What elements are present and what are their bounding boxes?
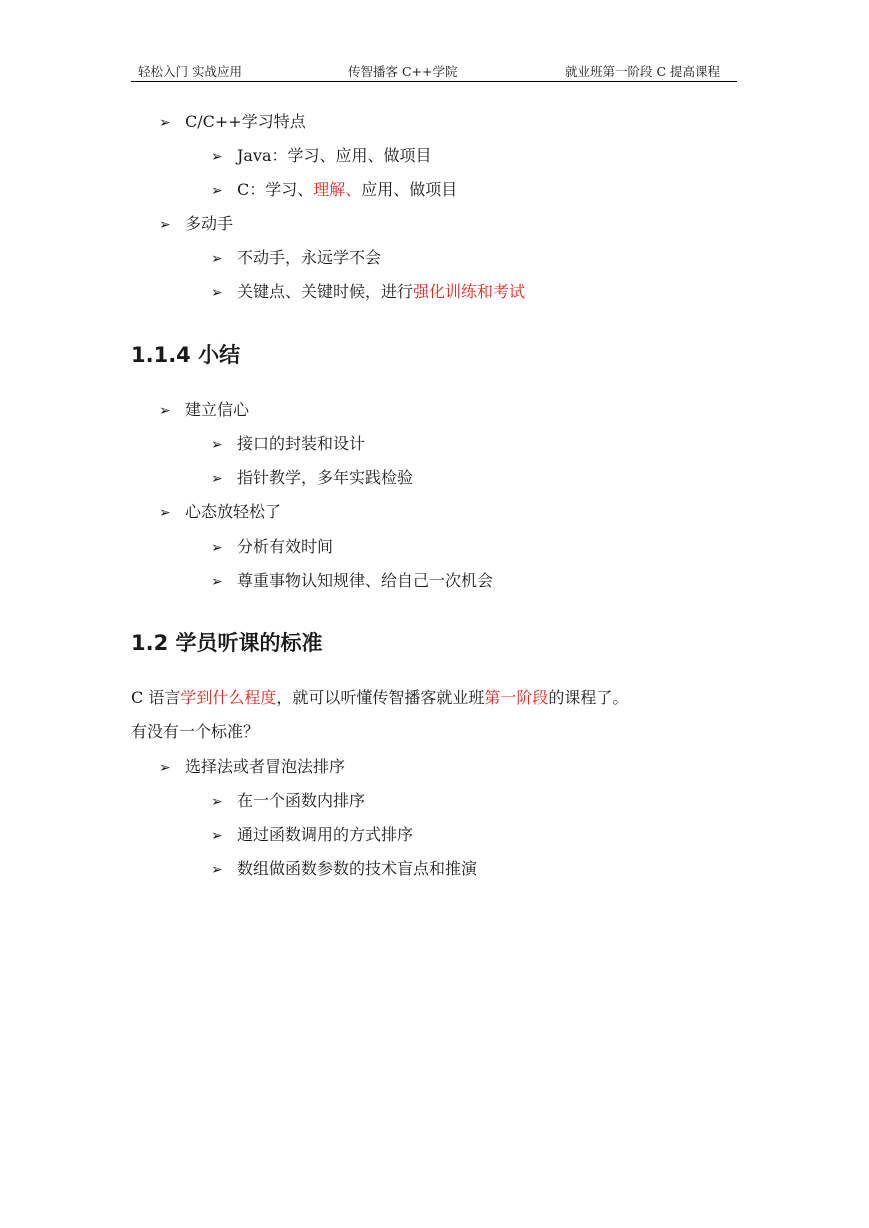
list-item: ➢ 在一个函数内排序 xyxy=(211,791,366,810)
list-item: ➢ 数组做函数参数的技术盲点和推演 xyxy=(211,859,478,878)
list-item: ➢ 分析有效时间 xyxy=(211,537,334,556)
header-right-text: 就业班第一阶段 C 提高课程 xyxy=(564,64,720,79)
arrow-bullet-icon: ➢ xyxy=(211,149,223,165)
arrow-bullet-icon: ➢ xyxy=(211,183,223,199)
arrow-bullet-icon: ➢ xyxy=(159,403,171,419)
list-item: ➢ C：学习、理解、应用、做项目 xyxy=(211,180,458,199)
list-item: ➢ 尊重事物认知规律、给自己一次机会 xyxy=(211,571,494,590)
list-item: ➢ 关键点、关键时候，进行强化训练和考试 xyxy=(211,282,526,301)
section-heading-1-2: 1.2 学员听课的标准 xyxy=(131,631,323,655)
header-left-text: 轻松入门 实战应用 xyxy=(138,64,242,79)
list-item: ➢ Java：学习、应用、做项目 xyxy=(211,146,432,165)
header-center-text: 传智播客 C++学院 xyxy=(348,64,458,79)
arrow-bullet-icon: ➢ xyxy=(159,760,171,776)
arrow-bullet-icon: ➢ xyxy=(211,471,223,487)
list-item: ➢ 指针教学，多年实践检验 xyxy=(211,468,414,487)
list-item: ➢ 不动手，永远学不会 xyxy=(211,248,382,267)
arrow-bullet-icon: ➢ xyxy=(159,505,171,521)
arrow-bullet-icon: ➢ xyxy=(211,794,223,810)
arrow-bullet-icon: ➢ xyxy=(211,437,223,453)
section-heading-1-1-4: 1.1.4 小结 xyxy=(131,343,241,367)
page-header xyxy=(131,60,737,82)
arrow-bullet-icon: ➢ xyxy=(159,115,171,131)
highlight-text: 第一阶段 xyxy=(484,688,549,707)
arrow-bullet-icon: ➢ xyxy=(211,285,223,301)
arrow-bullet-icon: ➢ xyxy=(159,217,171,233)
arrow-bullet-icon: ➢ xyxy=(211,862,223,878)
arrow-bullet-icon: ➢ xyxy=(211,251,223,267)
list-item: ➢ 接口的封装和设计 xyxy=(211,434,366,453)
list-item: ➢ 建立信心 xyxy=(159,400,250,419)
arrow-bullet-icon: ➢ xyxy=(211,828,223,844)
highlight-text: 学到什么程度 xyxy=(180,688,277,707)
list-item: ➢ 通过函数调用的方式排序 xyxy=(211,825,414,844)
arrow-bullet-icon: ➢ xyxy=(211,540,223,556)
list-item: ➢ C/C++学习特点 xyxy=(159,112,306,131)
paragraph: C 语言学到什么程度，就可以听懂传智播客就业班第一阶段的课程了。 xyxy=(131,688,629,707)
list-item: ➢ 心态放轻松了 xyxy=(159,502,282,521)
highlight-text: 强化训练和考试 xyxy=(413,282,526,301)
list-item: ➢ 选择法或者冒泡法排序 xyxy=(159,757,346,776)
paragraph: 有没有一个标准？ xyxy=(131,722,260,741)
arrow-bullet-icon: ➢ xyxy=(211,574,223,590)
highlight-text: 理解、 xyxy=(313,180,362,199)
list-item: ➢ 多动手 xyxy=(159,214,234,233)
